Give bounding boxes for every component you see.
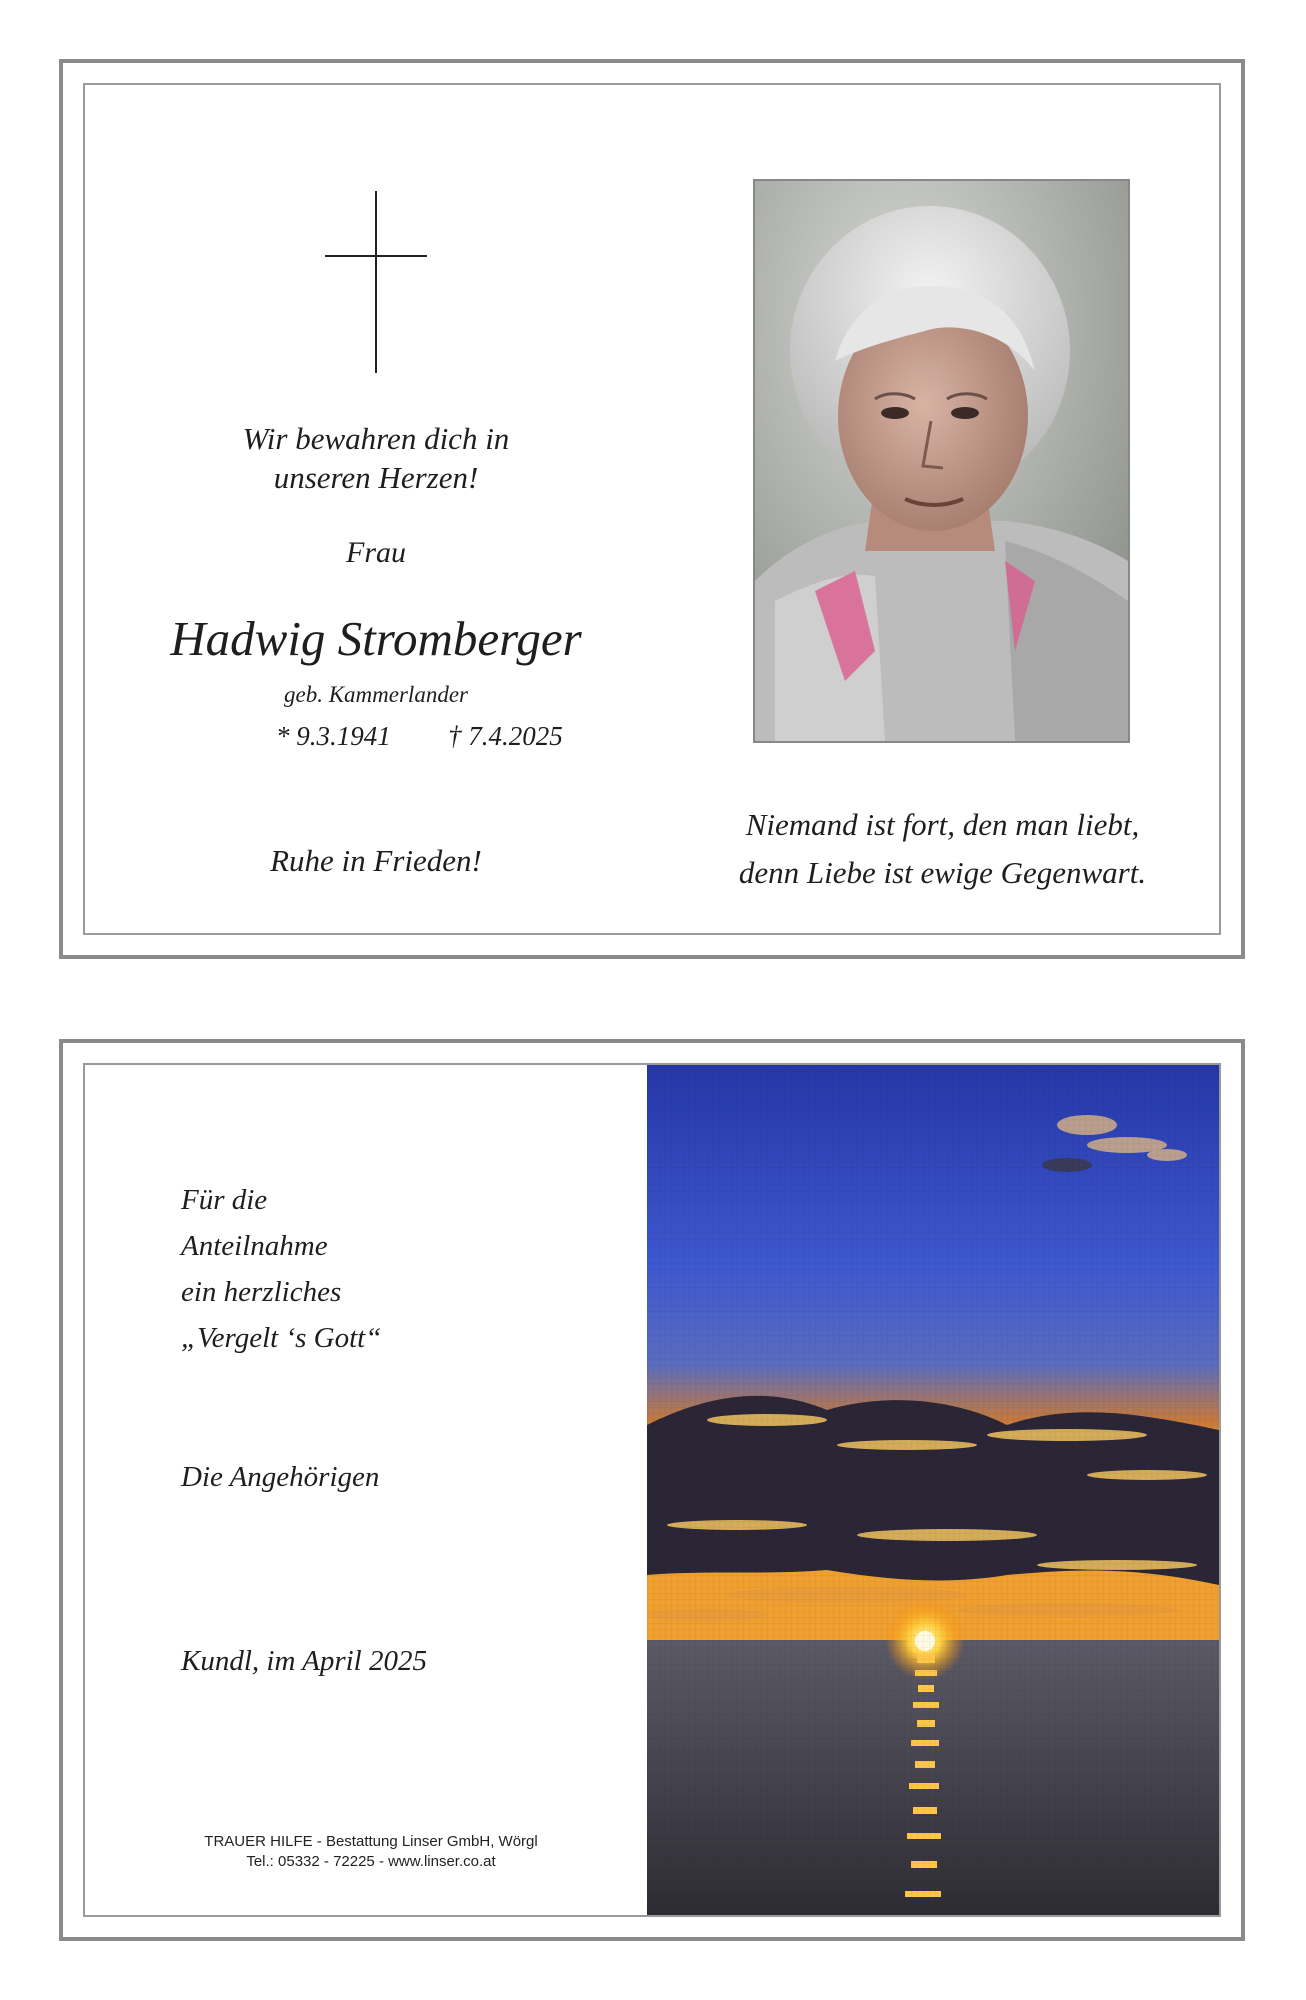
quote xyxy=(710,801,1175,897)
verse xyxy=(176,419,576,497)
thanks-line: Für die xyxy=(181,1184,268,1216)
memorial-card-back xyxy=(59,1039,1245,1941)
thanks-line: Anteilnahme xyxy=(181,1230,328,1262)
deceased-name: Hadwig Stromberger xyxy=(170,611,582,666)
signature: Die Angehörigen xyxy=(181,1461,380,1493)
thanks-text xyxy=(181,1177,381,1361)
funeral-home: TRAUER HILFE - Bestattung Linser GmbH, Wörgl xyxy=(204,1833,538,1850)
card-back-border xyxy=(83,1063,1221,1917)
contact-info: Tel.: 05332 - 72225 - www.linser.co.at xyxy=(246,1853,496,1870)
card-front-border xyxy=(83,83,1221,935)
portrait-photo xyxy=(753,179,1130,743)
quote-line: Niemand ist fort, den man liebt, xyxy=(745,807,1140,842)
farewell: Ruhe in Frieden! xyxy=(270,843,482,878)
thanks-line: ein herzliches xyxy=(181,1276,342,1308)
cross-icon xyxy=(325,191,427,373)
memorial-card-front xyxy=(59,59,1245,959)
sunset-image xyxy=(647,1065,1219,1915)
place-date: Kundl, im April 2025 xyxy=(181,1645,427,1677)
verse-line: Wir bewahren dich in xyxy=(242,421,510,456)
salutation: Frau xyxy=(346,536,406,569)
maiden-name: geb. Kammerlander xyxy=(284,682,468,707)
birth-date: * 9.3.1941 xyxy=(276,721,391,751)
thanks-line: „Vergelt ‘s Gott“ xyxy=(181,1322,382,1354)
verse-line: unseren Herzen! xyxy=(273,460,479,495)
death-date: † 7.4.2025 xyxy=(448,721,563,751)
quote-line: denn Liebe ist ewige Gegenwart. xyxy=(738,855,1147,890)
